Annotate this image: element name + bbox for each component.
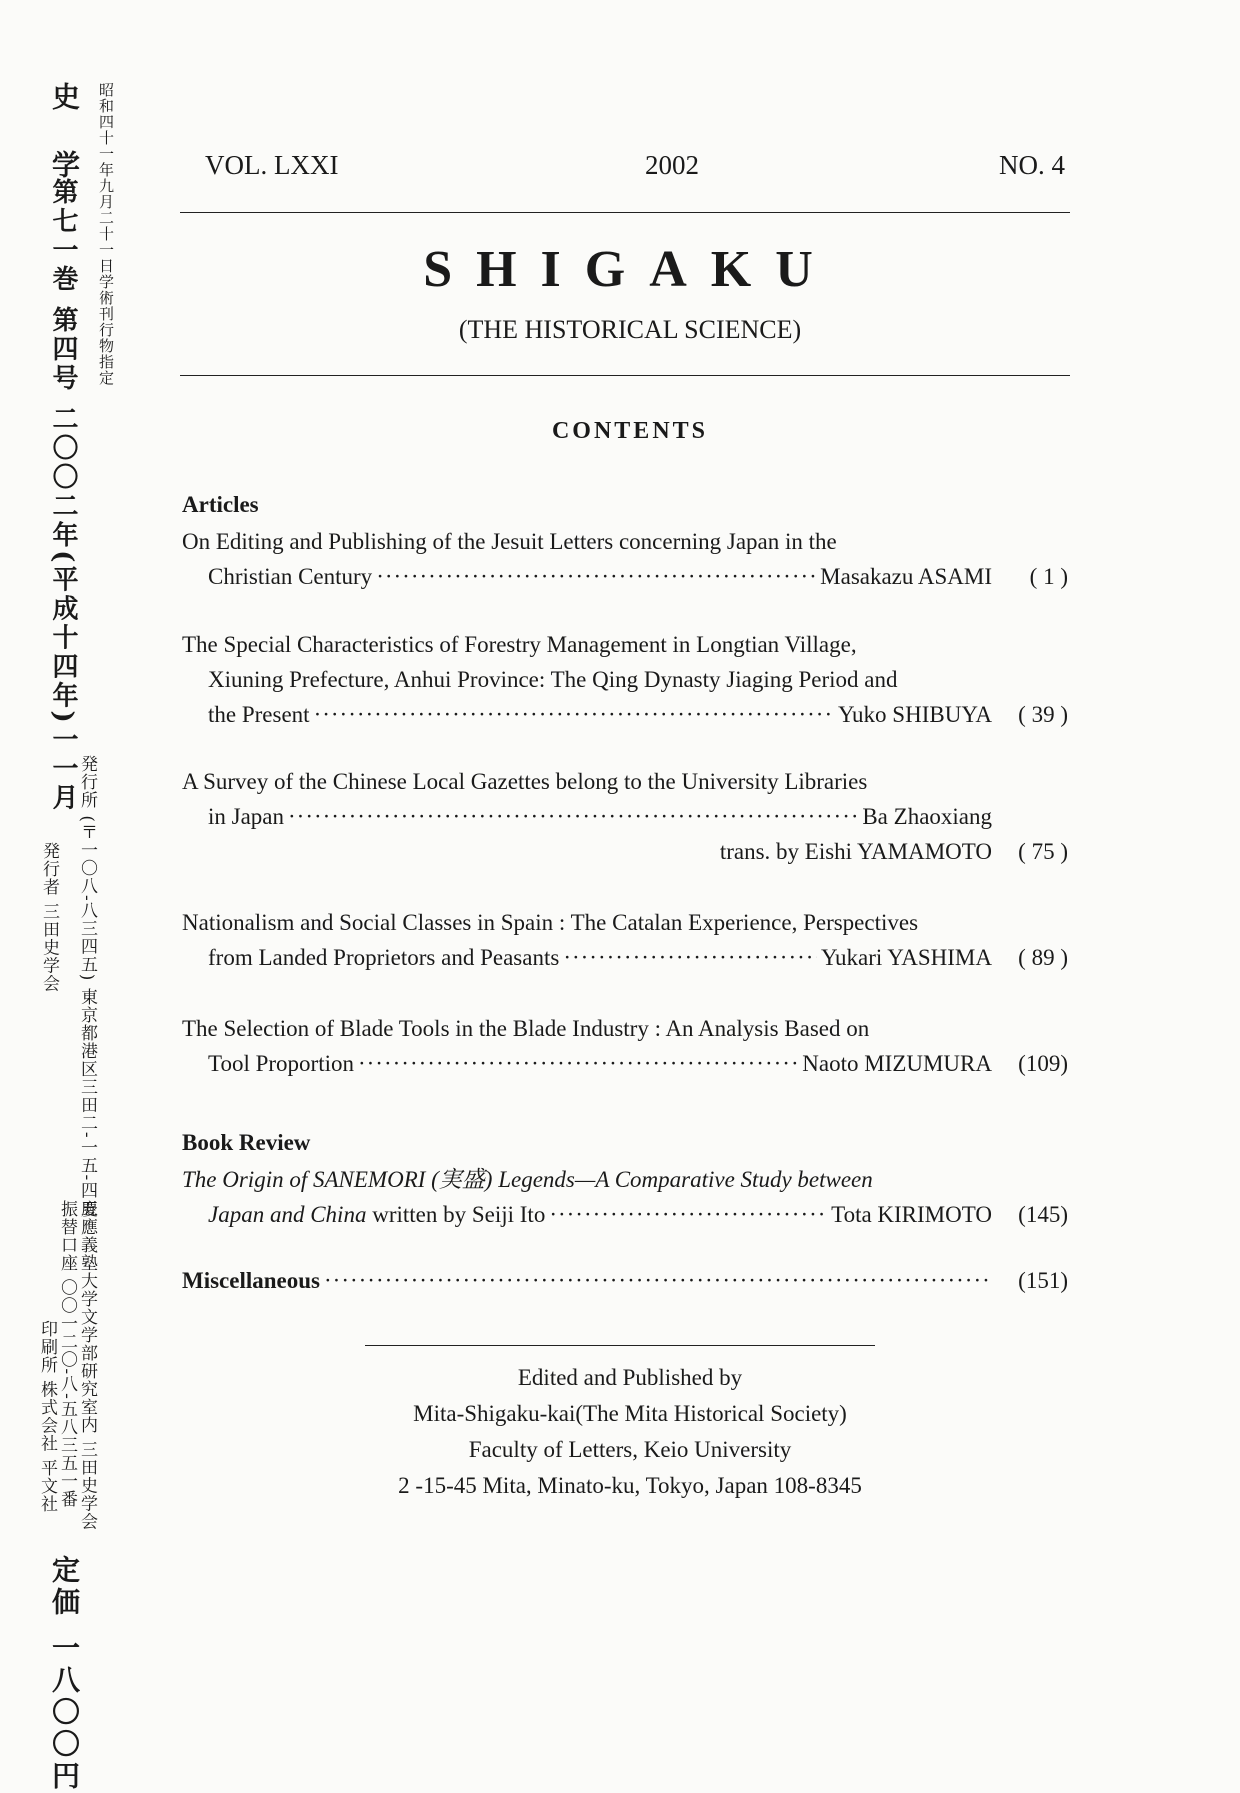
miscellaneous-label: Miscellaneous [182,1268,320,1293]
article-author: Ba Zhaoxiang [862,804,992,829]
article-page: ( 39 ) [1018,702,1068,727]
article-translator: trans. by Eishi YAMAMOTO [719,839,992,864]
leader-dots [376,559,816,594]
article-title-line: Tool Proportion [208,1051,354,1076]
publisher-footer [300,1360,960,1504]
leader-dots [563,940,817,975]
book-review-title-line: Japan and China [208,1202,367,1227]
issue-header [205,150,1065,190]
article-entry [182,905,1068,975]
contents-heading: CONTENTS [551,418,709,444]
miscellaneous-entry [182,1263,1068,1298]
article-page: ( 1 ) [1029,564,1068,589]
year-label: 2002 [645,150,699,180]
article-title-line: Christian Century [208,564,373,589]
articles-heading: Articles [182,492,259,517]
title-rule [180,375,1070,376]
book-review-credit: written by Seiji Ito [366,1202,546,1227]
leader-dots [314,697,834,732]
article-title-line: in Japan [208,804,285,829]
article-title-line: The Special Characteristics of Forestry Management in Longtian Village, [182,632,857,657]
article-author: Yuko SHIBUYA [838,702,992,727]
sidebar-printer: 印刷所 株式会社 平文社 [37,1320,57,1513]
article-entry [182,764,1068,869]
book-review-author: Tota KIRIMOTO [831,1202,992,1227]
article-entry [182,1011,1068,1081]
journal-title: SHIGAKU [423,241,837,298]
article-title-line: Nationalism and Social Classes in Spain : The Catalan Experience, Perspectives [182,910,919,935]
article-author: Yukari YASHIMA [820,945,992,970]
journal-subtitle: (THE HISTORICAL SCIENCE) [458,315,802,344]
article-page: (109) [1018,1051,1068,1076]
sidebar-volume-issue: 第七一巻 第四号 二〇〇二年(平成十四年)一一月 [48,178,78,813]
article-title-line: from Landed Proprietors and Peasants [208,945,560,970]
footer-rule [365,1345,875,1346]
article-page: ( 89 ) [1018,945,1068,970]
article-page: ( 75 ) [1018,839,1068,864]
article-title-line: The Selection of Blade Tools in the Blade Industry : An Analysis Based on [182,1016,870,1041]
book-review-page: (145) [1018,1202,1068,1227]
article-author: Masakazu ASAMI [820,564,992,589]
footer-line: 2 -15-45 Mita, Minato-ku, Tokyo, Japan 108-8345 [398,1473,862,1498]
footer-line: Faculty of Letters, Keio University [468,1437,792,1462]
article-title-line: Xiuning Prefecture, Anhui Province: The Qing Dynasty Jiaging Period and [208,667,898,692]
article-title-line: A Survey of the Chinese Local Gazettes belong to the University Libraries [182,769,868,794]
sidebar-price: 定価 一八〇〇円 [48,1555,81,1793]
sidebar-journal-title: 史 学 [48,82,81,184]
number-label: NO. 4 [999,150,1065,180]
leader-dots [549,1197,827,1232]
article-entry [182,524,1068,594]
footer-line: Edited and Published by [517,1365,743,1390]
leader-dots [288,799,858,834]
header-rule [180,212,1070,213]
miscellaneous-page: (151) [1018,1268,1068,1293]
book-review-heading: Book Review [182,1130,311,1155]
sidebar-publisher-office: 発行所 (〒一〇八-八三四五) 東京都港区三田二-一五-四五 [77,755,97,1218]
leader-dots [358,1046,798,1081]
book-review-entry [182,1162,1068,1232]
footer-line: Mita-Shigaku-kai(The Mita Historical Society) [413,1401,847,1426]
sidebar-registration: 昭和四十一年九月二十一日学術刊行物指定 [97,82,115,386]
article-author: Naoto MIZUMURA [802,1051,992,1076]
sidebar-publisher-name: 発行者 三田史学会 [39,842,59,993]
leader-dots [324,1263,988,1298]
article-entry [182,627,1068,732]
article-title-line: On Editing and Publishing of the Jesuit Letters concerning Japan in the [182,529,837,554]
sidebar-office-detail: 慶應義塾大学文学部研究室内 三田史学会 [77,1200,97,1531]
article-title-line: the Present [208,702,310,727]
book-review-title-line: The Origin of SANEMORI (実盛) Legends—A Comparative Study between [182,1167,873,1192]
sidebar-account: 振替口座 〇〇一二〇-八-五八三五一番 [57,1200,77,1508]
volume-label: VOL. LXXI [205,150,339,180]
